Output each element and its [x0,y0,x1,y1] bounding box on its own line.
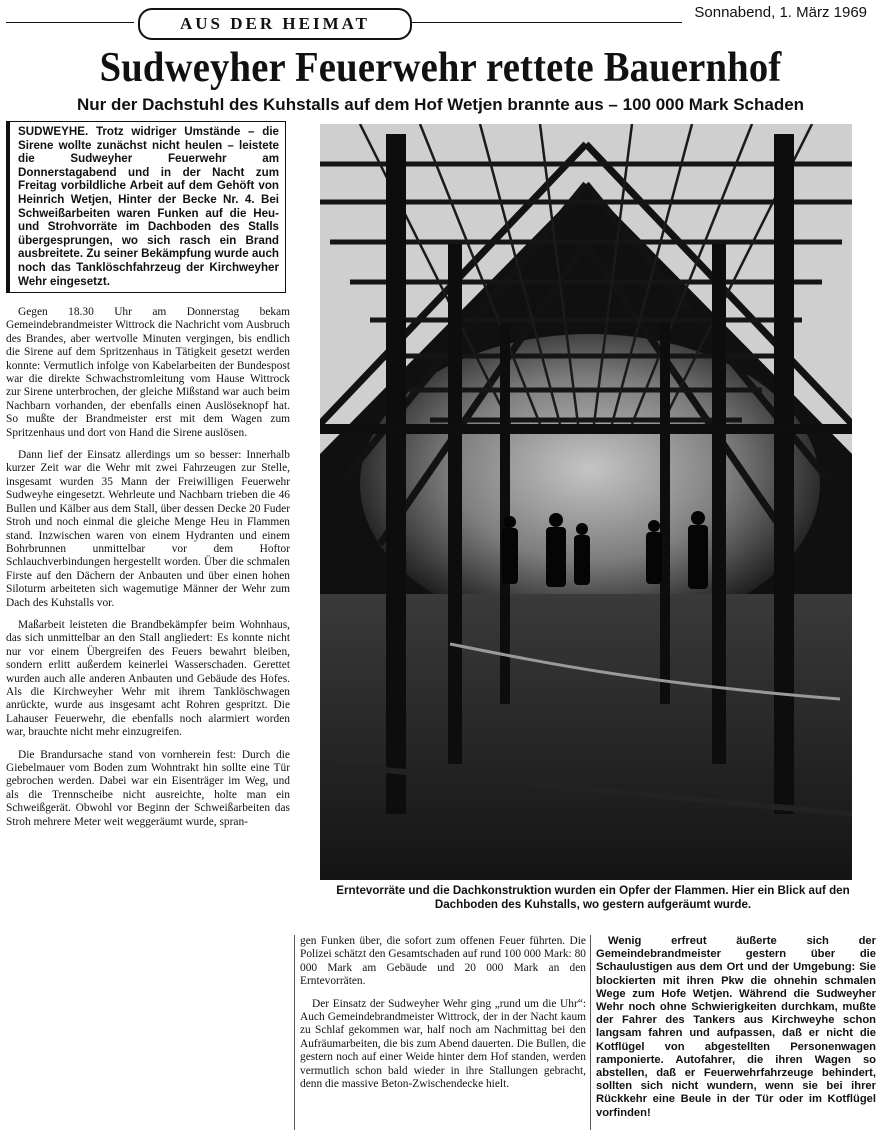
subheadline: Nur der Dachstuhl des Kuhstalls auf dem Hof Wetjen brannte aus – 100 000 Mark Schaden [76,95,805,114]
news-photo-barn-roof [320,124,852,880]
section-label: AUS DER HEIMAT [138,8,412,40]
paragraph: Maßarbeit leisteten die Brandbekämpfer beim Wohnhaus, das sich unmittelbar an den Stall angliedert: Es konnte nicht nur vor einem Übergreifen des Feuers bewahrt bleiben, sondern erlitt außerdem keinerlei Wasserschaden. Gerettet wurden auch alle anderen Anbauten und Gebäude des Hofes. Als die Kirchweyher Wehr mit ihrem Tanklöschwagen anrückte, wurde aus insgesamt acht Rohren gespritzt. Die Lahauser Feuerwehr, die ebenfalls noch alarmiert worden war, brauchte nicht mehr einzugreifen. [6,618,290,739]
issue-date: Sonnabend, 1. März 1969 [694,4,867,21]
column-divider [590,935,591,1130]
lead-paragraph: SUDWEYHE. Trotz widriger Umstände – die Sirene wollte zunächst nicht heulen – leistete die Sudweyher Feuerwehr am Donnerstagabend und in der Nacht zum Freitag vorbildliche Arbeit auf dem Gehöft von Heinrich Wetjen, Hinter der Becke Nr. 4. Bei Schweißarbeiten waren Funken auf die Heu- und Strohvorräte im Dachboden des Stalls übergesprungen, wo sich rasch ein Brand ausbreitete. Zu seiner Bekämpfung wurde auch noch das Tanklöschfahrzeug der Kirchweyher Wehr eingesetzt. [6,121,286,293]
article-column-2 [300,935,586,1100]
paragraph: Gegen 18.30 Uhr am Donnerstag bekam Gemeindebrandmeister Wittrock die Nachricht vom Ausbruch des Brandes, aber wertvolle Minuten vergingen, bis endlich die Sirene auf dem Spritzenhaus in Tätigkeit gesetzt werden konnte: Vermutlich infolge von Kabelarbeiten der Bundespost war die direkte Schwachstromleitung vom Hause Wittrock zur Sirene unterbrochen, der gleiche Mißstand war auch beim Nachbarn vorhanden, der ebenfalls einen Auslöseknopf hat. So mußte der Brandmeister erst mit dem Wagen zum Spritzenhaus und dort von Hand die Sirene auslösen. [6,306,290,439]
header-rule-right [412,22,682,23]
barn-roof-photo-drawing [320,124,852,880]
paragraph: Die Brandursache stand von vornherein fest: Durch die Giebelmauer vom Boden zum Wohntrakt hin sollte eine Tür gebrochen werden. Dabei war ein Eisenträger im Weg, und als die Trennscheibe nicht ausreichte, holte man ein Schweißgerät. Obwohl vor Beginn der Schweißarbeiten das Stroh mehrere Meter weit weggeräumt wurde, spran- [6,748,290,828]
article-column-3 [596,935,876,1129]
paragraph: Dann lief der Einsatz allerdings um so besser: Innerhalb kurzer Zeit war die Wehr mit zwei Fahrzeugen zur Stelle, insgesamt wurden 35 Mann der Freiwilligen Feuerwehr Sudweyhe eingesetzt. Wehrleute und Nachbarn trieben die 46 Bullen und Kälber aus dem Stall, über dessen Decke 20 Fuder Stroh und noch einmal die gleiche Menge Heu in Flammen stand. Inzwischen waren von einem Hydranten und einem Bohrbrunnen unmittelbar vor dem Hoftor Schlauchverbindungen hergestellt worden. Über die schmalen Firste auf den Dächern der Anbauten und über einen hohen Siloturm arbeiteten sich wagemutige Männer der Wehr zum Dach des Kuhstalls vor. [6,449,290,609]
photo-caption: Erntevorräte und die Dachkonstruktion wurden ein Opfer der Flammen. Hier ein Blick auf den Dachboden des Kuhstalls, wo gestern aufgeräumt wurde. [336,884,850,911]
paragraph: Der Einsatz der Sudweyher Wehr ging „rund um die Uhr“: Auch Gemeindebrandmeister Wittrock, der in der Nacht kaum zu Schlaf gekommen war, half noch am Nachmittag bei den Aufräumarbeiten, die bis zum Abend dauerten. Die Bullen, die gestern noch auf einer Weide hinter dem Hof standen, werden vermutlich schon bald wieder in ihre Stallungen gebracht, denn die massive Beton-Zwischendecke hielt. [300,997,586,1091]
headline: Sudweyher Feuerwehr rettete Bauernhof [99,45,782,91]
paragraph: Wenig erfreut äußerte sich der Gemeindebrandmeister gestern über die Schaulustigen aus dem Ort und der Umgebung: Sie blockierten mit ihren Pkw die ohnehin schmalen Wege zum Hofe Wetjen. Während die Sudweyher Wehr noch ohne Schwierigkeiten durchkam, mußte der Fahrer des Tankers aus Kirchweyhe schon langsam fahren und aufpassen, daß er nicht die Kotflügel von abgestellten Personenwagen ramponierte. Autofahrer, die ihren Wagen so abstellen, daß er Feuerwehrfahrzeuge behindert, sollten sich nicht wundern, wenn sie bei ihrer Rückkehr eine Beule in der Tür oder im Kotflügel vorfinden! [596,935,876,1119]
header-rule-left [6,22,134,23]
column-divider [294,935,295,1130]
paragraph: gen Funken über, die sofort zum offenen Feuer führten. Die Polizei schätzt den Gesamtschaden auf rund 100 000 Mark: 80 000 Mark am Gebäude und 20 000 Mark an den Erntevorräten. [300,935,586,988]
article-column-1 [6,306,290,838]
